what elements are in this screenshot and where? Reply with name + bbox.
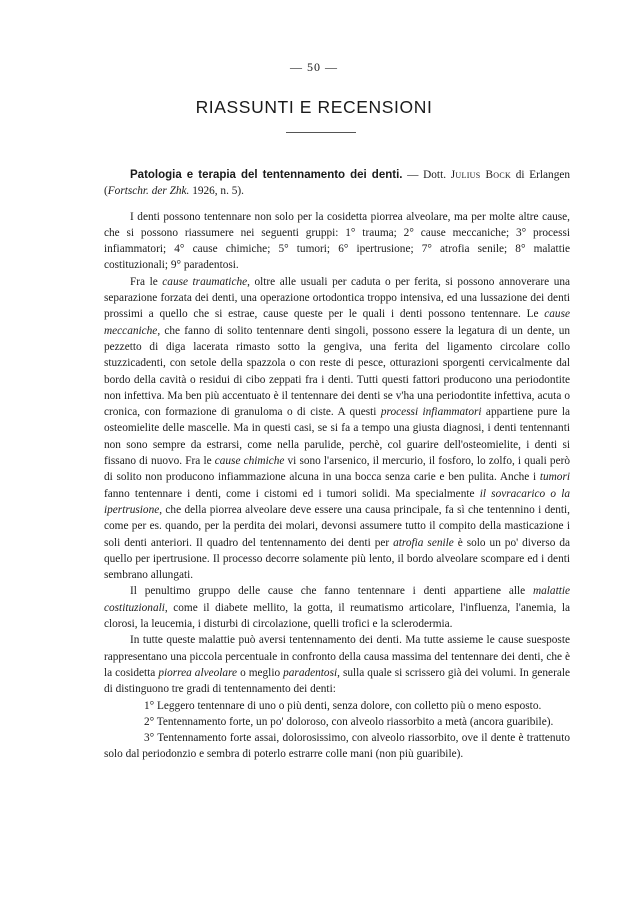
text-run: vi sono l'arsenico, il mercurio, il fosforo, lo zolfo, i quali però di solito non producono infiammazione alcuna in una bocca senza carie e ben pulita. Anche i [104,455,570,484]
italic-term: atrofia senile [393,536,454,549]
body-paragraph [104,274,570,584]
body-paragraph [104,583,570,632]
section-title: RIASSUNTI E RECENSIONI [195,97,433,117]
paragraphs [104,209,570,698]
text-run: Fra le [130,275,163,288]
source-details: 1926, n. 5). [192,185,244,198]
article-body [104,167,570,763]
italic-term: tumori [539,471,570,484]
article-title: Patologia e terapia del tentennamento dei denti. [130,169,403,181]
body-paragraph [104,209,570,274]
italic-term: cause traumatiche [162,275,248,288]
italic-term: il sovracarico o la ipertrusione [104,487,570,516]
italic-term: cause meccaniche [104,308,570,337]
author-name: Julius Bock [450,169,512,181]
italic-term: piorrea alveolare [158,666,238,679]
body-paragraph [104,632,570,697]
text-run: appartiene pure la osteomielite delle mascelle. Ma in questi casi, se si fa a tempo una giusta diagnosi, i denti tentennanti non sono sempre da estrarsi, come nella parulide, perchè, col guarire dell'osteomielite, i denti si fissano di nuovo. Fra le [104,406,571,468]
degree-item: 3° Tentennamento forte assai, dolorosissimo, con alveolo riassorbito, ove il dente è trattenuto solo dal periodonzio e sembra di poterlo estrarre colle mani (non più guaribile). [104,732,570,761]
italic-term: paradentosi [283,666,338,679]
text-run: , che della piorrea alveolare deve essere una causa principale, fa sì che tentennino i denti, come per es. quando, per la perdita dei molari, devonsi assumere tutto il compito della masticazione i soli denti anteriori. Il quadro del tentennamento dei denti per [104,503,570,549]
text-run: fanno tentennare i denti, come i cistomi ed i tumori solidi. Ma specialmente [104,487,480,500]
italic-term: cause chimiche [214,455,285,468]
text-run: In tutte queste malattie può aversi tentennamento dei denti. Ma tutte assieme le cause suesposte rappresentano una piccola percentuale in confronto della causa massima del tentennare dei denti, che è la cosidetta [104,634,570,679]
degree-item: 1° Leggero tentennare di uno o più denti, senza dolore, con colletto più o meno esposto. [144,699,542,712]
degrees-list [104,698,570,763]
text-run: o meglio [237,666,284,679]
text-run: , sulla quale si scrissero già dei volumi. In generale di distinguono tre gradi di tentennamento dei denti: [104,666,570,696]
text-run: , che fanno di solito tentennare denti singoli, possono essere la legatura di un dente, un pezzetto di diga lacerata rimasto sotto la gengiva, una ferita del ligamento circolare collo stuzzicadenti, con setole della spazzola o con reste di pesce, otturazioni sporgenti cervicalmente dal bordo della cavità o residui di cibo zeppati fra i denti. Tutti questi fattori producono una periodontite non infettiva. Ma ben più accentuato è il tentennare dei denti se v'ha una periodontite infettiva, acuta o cronica, con formazione di granuloma o di ciste. A questi [104,324,570,419]
text-run: è solo un po' diverso da quello per ipertrusione. Il processo decorre solamente più lento, il bordo alveolare scompare ed i denti sembrano allungati. [104,536,571,582]
title-divider [286,132,356,133]
source-journal: Fortschr. der Zhk. [107,185,190,198]
degree-item: 2° Tentennamento forte, un po' doloroso, con alveolo riassorbito a metà (ancora guaribile). [144,715,554,728]
text-run: Il penultimo gruppo delle cause che fanno tentennare i denti appartiene alle [130,585,533,598]
italic-term: malattie costituzionali [104,585,570,614]
author-prefix: — Dott. [407,169,447,181]
text-run: , oltre alle usuali per caduta o per ferita, si possono annoverare una separazione forzata dei denti, una operazione ortodontica troppo intensiva, ed una lussazione dei denti prossimi a quello che si estrae, cause queste per le quali i denti possono tentennare. Le [104,275,571,321]
author-place: di Erlangen [515,169,571,181]
page-number: — 50 — [290,60,338,74]
article-heading: Patologia e terapia del tentennamento dei denti. — Dott. Julius Bock di Erlangen (Fortschr. der Zhk. 1926, n. 5). [104,169,571,198]
text-run: , come il diabete mellito, la gotta, il reumatismo articolare, l'influenza, l'anemia, la clorosi, la leucemia, i disturbi di circolazione, quelli trofici e la sclerodermia. [104,601,570,631]
italic-term: processi infiammatori [380,406,482,419]
text-run: I denti possono tentennare non solo per la cosidetta piorrea alveolare, ma per molte altre cause, che si possono riassumere nei seguenti gruppi: 1° trauma; 2° cause meccaniche; 3° processi infiammatori; 4° cause chimiche; 5° tumori; 6° ipertrusione; 7° atrofia senile; 8° malattie costituzionali; 9° paradentosi. [104,210,570,272]
